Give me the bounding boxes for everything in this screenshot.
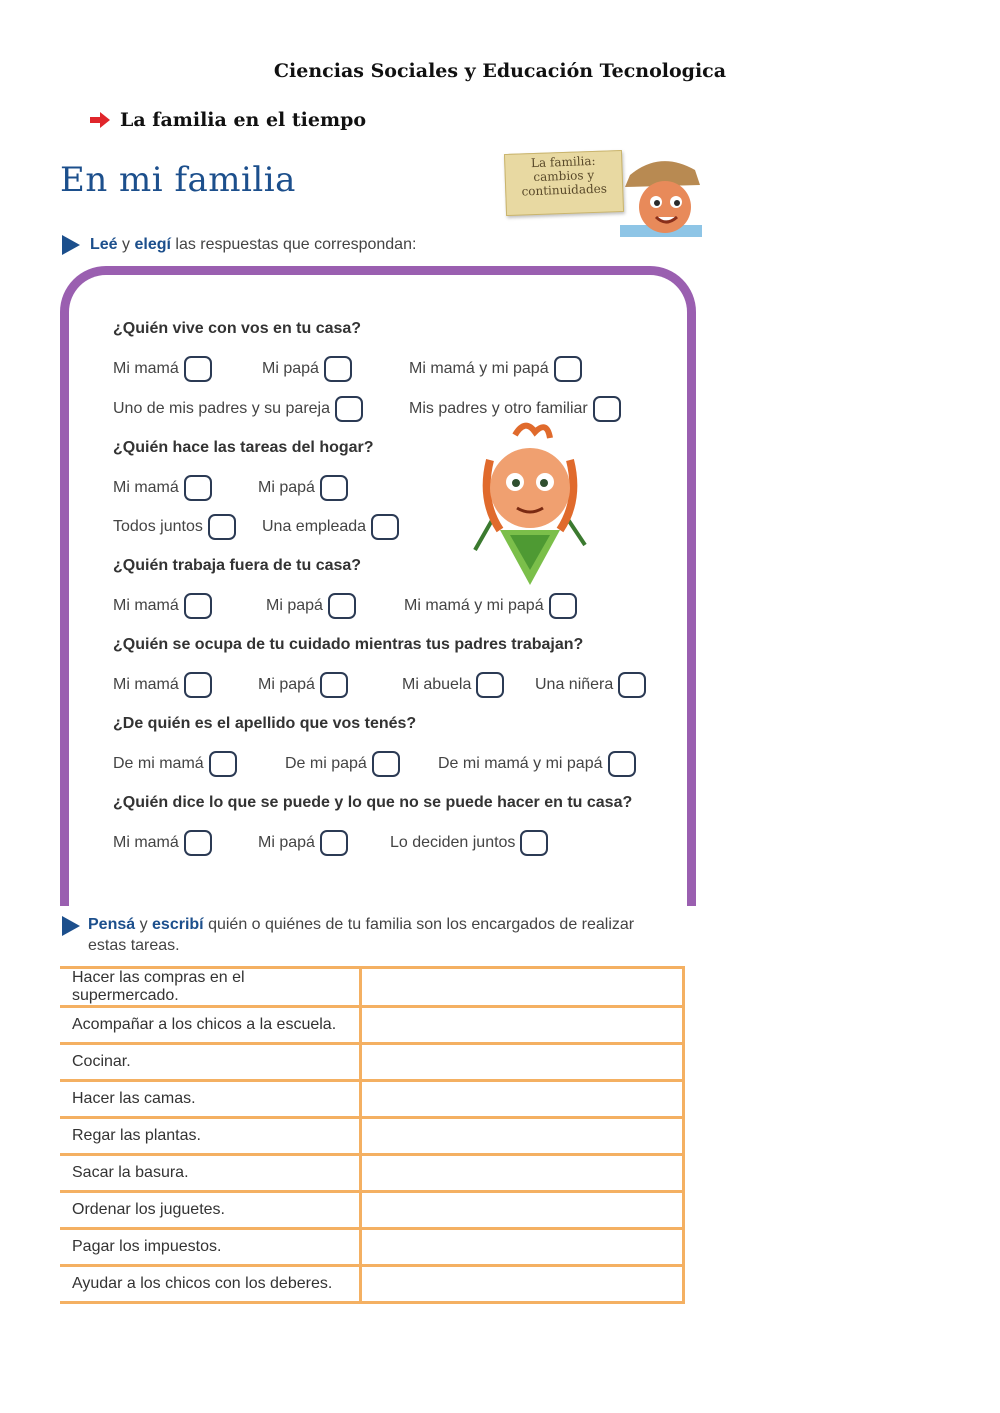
option-q1-mama[interactable] [113, 356, 212, 382]
option-label: Mi papá [262, 360, 319, 377]
option-label: De mi papá [285, 755, 367, 772]
checkbox[interactable] [184, 356, 212, 382]
checkbox[interactable] [520, 830, 548, 856]
answer-cell[interactable] [361, 1007, 684, 1044]
option-label: De mi mamá [113, 755, 204, 772]
task-label: Ayudar a los chicos con los deberes. [60, 1266, 361, 1303]
option-q1-padres-familiar[interactable] [409, 396, 621, 422]
checkbox[interactable] [208, 514, 236, 540]
section-heading-label: La familia en el tiempo [120, 109, 367, 131]
answer-cell[interactable] [361, 1155, 684, 1192]
girl-mascot-illustration [455, 420, 605, 590]
task-label: Hacer las camas. [60, 1081, 361, 1118]
checkbox[interactable] [554, 356, 582, 382]
table-row [60, 1266, 684, 1303]
checkbox[interactable] [335, 396, 363, 422]
question-2: ¿Quién hace las tareas del hogar? [113, 439, 374, 456]
option-label: Mi papá [258, 834, 315, 851]
instruction-join: y [117, 236, 135, 253]
task-label: Ordenar los juguetes. [60, 1192, 361, 1229]
answer-cell[interactable] [361, 1081, 684, 1118]
question-6: ¿Quién dice lo que se puede y lo que no se puede hacer en tu casa? [113, 794, 633, 811]
answer-cell[interactable] [361, 1229, 684, 1266]
question-1: ¿Quién vive con vos en tu casa? [113, 320, 362, 337]
option-q6-mama[interactable] [113, 830, 212, 856]
mascot-illustration-top [620, 155, 702, 250]
task-label: Pagar los impuestos. [60, 1229, 361, 1266]
instruction-join: y [135, 916, 153, 933]
topic-note-card [504, 150, 624, 216]
question-5: ¿De quién es el apellido que vos tenés? [113, 715, 417, 732]
triangle-bullet-icon [60, 233, 82, 257]
table-row [60, 1081, 684, 1118]
answer-cell[interactable] [361, 1044, 684, 1081]
option-label: De mi mamá y mi papá [438, 755, 603, 772]
option-label: Mi mamá y mi papá [404, 597, 544, 614]
option-q6-juntos[interactable] [390, 830, 548, 856]
option-q3-papa[interactable] [266, 593, 356, 619]
task-label: Hacer las compras en el supermercado. [60, 968, 361, 1007]
option-q5-mama[interactable] [113, 751, 237, 777]
option-q2-todos[interactable] [113, 514, 236, 540]
option-label: Mi mamá y mi papá [409, 360, 549, 377]
checkbox[interactable] [608, 751, 636, 777]
instruction-verb: escribí [152, 916, 204, 933]
document-title: Ciencias Sociales y Educación Tecnologica [273, 60, 727, 82]
option-label: Mi mamá [113, 597, 179, 614]
task-label: Regar las plantas. [60, 1118, 361, 1155]
checkbox[interactable] [184, 830, 212, 856]
checkbox[interactable] [184, 672, 212, 698]
checkbox[interactable] [476, 672, 504, 698]
option-label: Mi mamá [113, 834, 179, 851]
option-q4-mama[interactable] [113, 672, 212, 698]
task-label: Cocinar. [60, 1044, 361, 1081]
question-3: ¿Quién trabaja fuera de tu casa? [113, 557, 362, 574]
section-heading [90, 109, 366, 131]
option-q1-ambos[interactable] [409, 356, 582, 382]
answer-cell[interactable] [361, 968, 684, 1007]
task-label: Acompañar a los chicos a la escuela. [60, 1007, 361, 1044]
checkbox[interactable] [320, 830, 348, 856]
option-q5-ambos[interactable] [438, 751, 636, 777]
task-label: Sacar la basura. [60, 1155, 361, 1192]
checkbox[interactable] [209, 751, 237, 777]
option-label: Mi papá [258, 676, 315, 693]
question-4: ¿Quién se ocupa de tu cuidado mientras tus padres trabajan? [113, 636, 584, 653]
instruction-line [88, 914, 634, 935]
option-label: Uno de mis padres y su pareja [113, 400, 330, 417]
answer-cell[interactable] [361, 1118, 684, 1155]
instruction-verb: elegí [134, 236, 171, 253]
table-row [60, 968, 684, 1007]
instruction-line: estas tareas. [88, 937, 180, 954]
option-q2-papa[interactable] [258, 475, 348, 501]
option-label: Mi abuela [402, 676, 472, 693]
note-line: La familia: [530, 153, 596, 171]
checkbox[interactable] [593, 396, 621, 422]
answer-cell[interactable] [361, 1192, 684, 1229]
instruction-text [90, 236, 416, 254]
option-q1-papa[interactable] [262, 356, 352, 382]
option-q4-papa[interactable] [258, 672, 348, 698]
option-q4-abuela[interactable] [402, 672, 504, 698]
note-line: cambios y [533, 167, 595, 185]
option-label: Mi mamá [113, 479, 179, 496]
option-label: Mis padres y otro familiar [409, 400, 588, 417]
checkbox[interactable] [618, 672, 646, 698]
option-label: Todos juntos [113, 518, 203, 535]
option-q2-empleada[interactable] [262, 514, 399, 540]
option-label: Mi mamá [113, 676, 179, 693]
option-label: Una empleada [262, 518, 367, 535]
answer-cell[interactable] [361, 1266, 684, 1303]
checkbox[interactable] [328, 593, 356, 619]
tasks-table [60, 966, 685, 1304]
table-row [60, 1155, 684, 1192]
table-row [60, 1044, 684, 1081]
checkbox[interactable] [549, 593, 577, 619]
table-row [60, 1229, 684, 1266]
instruction-verb: Leé [90, 236, 118, 253]
checkbox[interactable] [372, 751, 400, 777]
option-label: Mi papá [258, 479, 315, 496]
option-label: Mi mamá [113, 360, 179, 377]
option-q5-papa[interactable] [285, 751, 400, 777]
option-q4-ninera[interactable] [535, 672, 646, 698]
checkbox[interactable] [320, 475, 348, 501]
instruction-write [60, 914, 634, 956]
instruction-text [88, 914, 634, 956]
table-row [60, 1007, 684, 1044]
page-title: En mi familia [60, 160, 296, 200]
triangle-bullet-icon [60, 914, 82, 938]
table-row [60, 1192, 684, 1229]
checkbox[interactable] [371, 514, 399, 540]
checkbox[interactable] [184, 475, 212, 501]
checkbox[interactable] [324, 356, 352, 382]
option-q3-ambos[interactable] [404, 593, 577, 619]
instruction-choose [60, 233, 416, 257]
checkbox[interactable] [184, 593, 212, 619]
option-label: Mi papá [266, 597, 323, 614]
right-arrow-icon [90, 112, 110, 128]
option-q3-mama[interactable] [113, 593, 212, 619]
option-q6-papa[interactable] [258, 830, 348, 856]
option-q1-padre-pareja[interactable] [113, 396, 363, 422]
option-label: Lo deciden juntos [390, 834, 516, 851]
note-line: continuidades [521, 181, 608, 199]
instruction-rest: quién o quiénes de tu familia son los encargados de realizar [203, 916, 635, 933]
instruction-verb: Pensá [88, 916, 136, 933]
checkbox[interactable] [320, 672, 348, 698]
table-row [60, 1118, 684, 1155]
option-label: Una niñera [535, 676, 614, 693]
instruction-rest: las respuestas que correspondan: [170, 236, 417, 253]
option-q2-mama[interactable] [113, 475, 212, 501]
